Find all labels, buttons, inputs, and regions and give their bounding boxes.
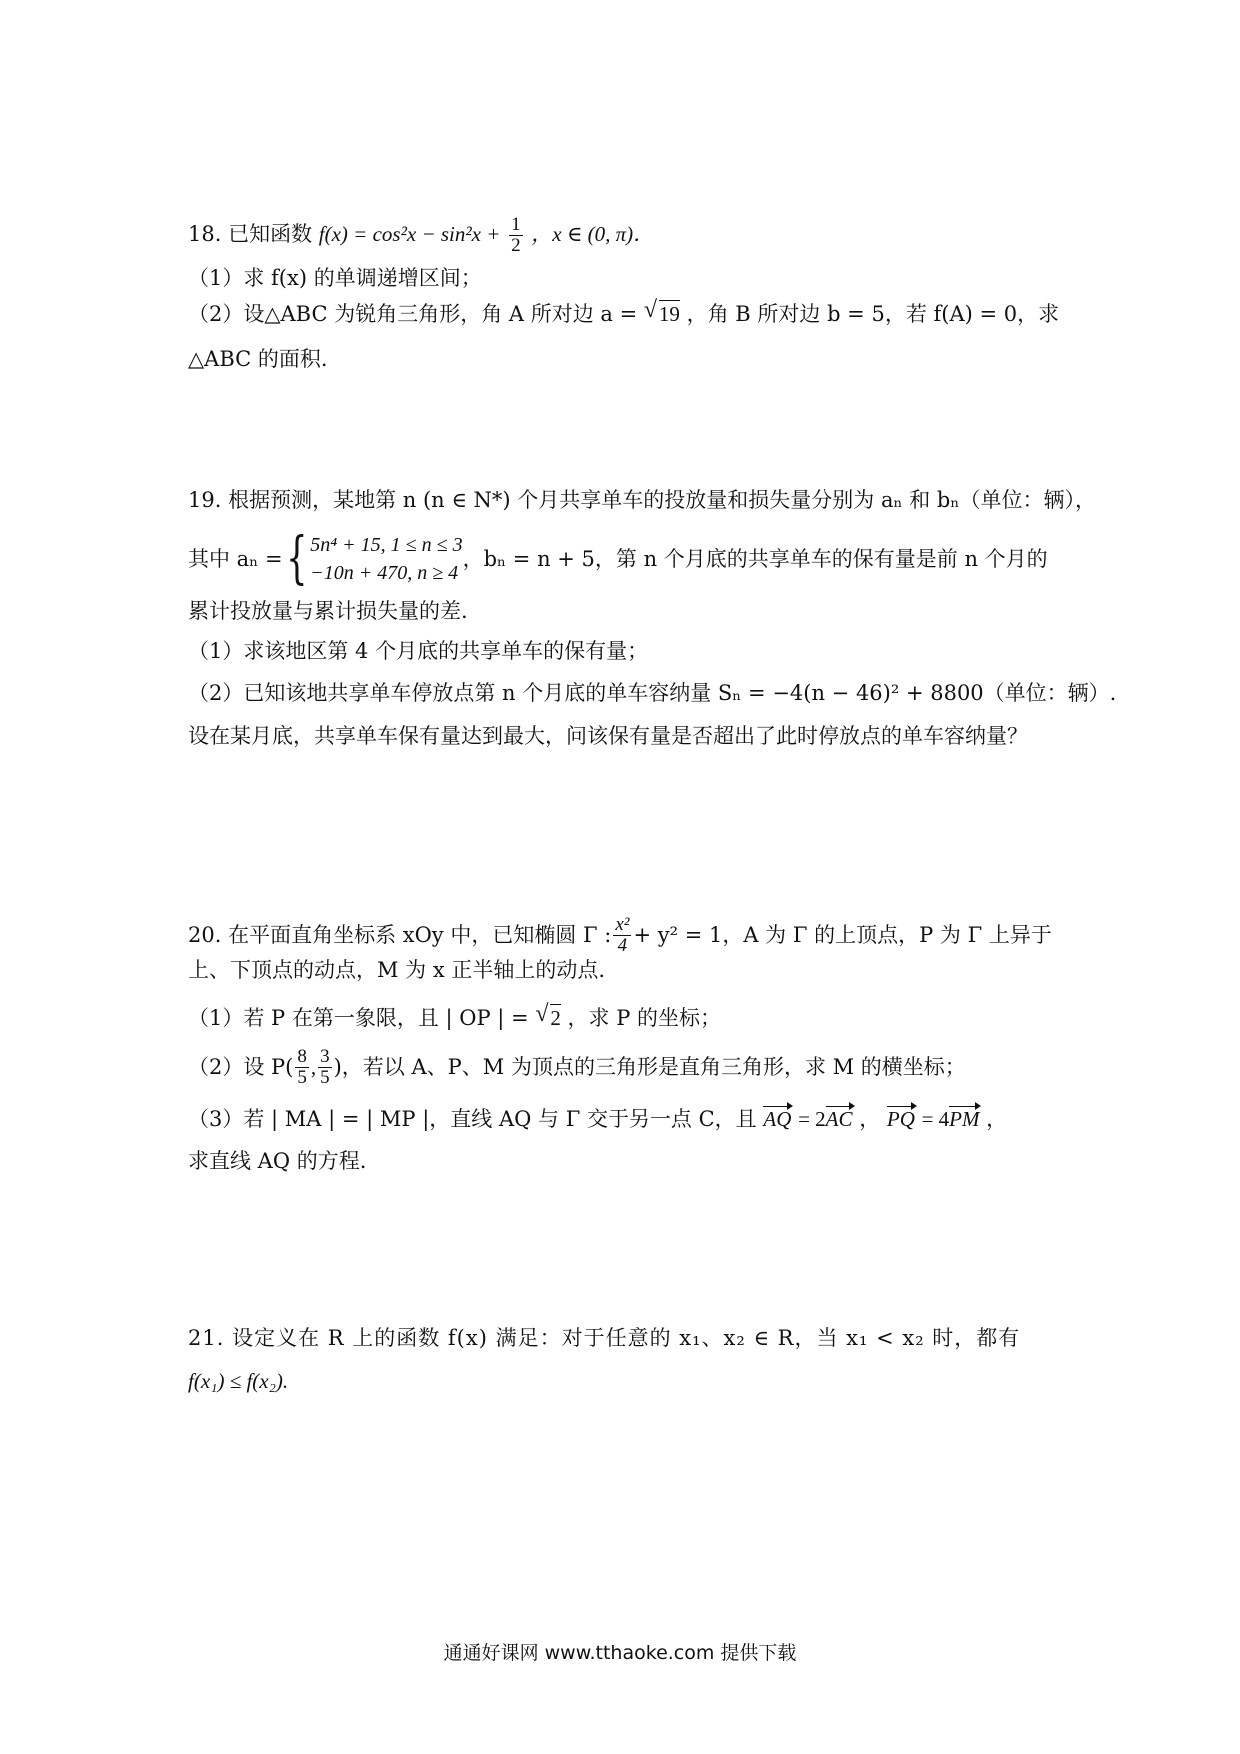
q19-stem-3: 累计投放量与累计损失量的差. [188,599,468,623]
q19-an-label: 其中 aₙ = [188,547,283,571]
q19-stem-2-post: ，bₙ = n + 5，第 n 个月底的共享单车的保有量是前 n 个月的 [462,547,1048,571]
fraction-denominator: 5 [297,1066,307,1088]
q18-part2-text-a: （2）设△ABC 为锐角三角形，角 A 所对边 a = [188,302,638,326]
q18-sqrt-value: 19 [658,302,680,326]
q19-part2: （2）已知该地共享单车停放点第 n 个月底的单车容纳量 Sₙ = −4(n − 46)² + 8800（单位：辆）. [188,681,1117,705]
q20-part2-text-a: （2）设 P( [188,1055,294,1079]
q20-eq-4: = 4 [921,1107,950,1131]
page-footer: 通通好课网 www.tthaoke.com 提供下载 [443,1642,797,1664]
q18-stem [188,215,1068,256]
q20-sqrt-value: 2 [550,1006,561,1030]
q19-stem-2 [188,528,1068,590]
q18-domain: ，x ∈ (0, π)． [531,222,655,246]
q18-stem-text: 18. 已知函数 [188,222,313,246]
brace-icon: { [285,526,308,591]
q18-part1: （1）求 f(x) 的单调递增区间； [188,266,482,290]
q18-part2 [188,299,1068,329]
q20-stem-text-post: + y² = 1，A 为 Γ 的上顶点，P 为 Γ 上异于 [633,923,1052,947]
q20-py-fraction [318,1047,332,1088]
q18-part2-cont: △ABC 的面积. [188,347,328,371]
q20-part2: （2）设 P( $\frac{8}{5}$ , $\frac{3}{5}$ )，若以 A、P、M 为顶点的三角形是直角三角形，求 M 的横坐标； [188,1045,966,1088]
q20-part3-cont: 求直线 AQ 的方程. [188,1149,367,1173]
q20-part1 [188,1003,1068,1033]
q20-stem-1 [188,910,1068,960]
fraction-denominator: 2 [511,235,521,256]
fraction-numerator: 3 [320,1045,330,1067]
q20-stem-2: 上、下顶点的动点，M 为 x 正半轴上的动点. [188,958,606,982]
vector-pm: PM [949,1107,980,1131]
q21-stem-2: f(x₁) ≤ f(x₂). [188,1369,289,1393]
fraction-numerator: 1 [511,214,521,235]
q20-separator: ， [859,1107,881,1131]
vector-ac: AC [825,1107,853,1131]
q18-sqrt [644,299,680,329]
q18-half-fraction [509,215,523,256]
fraction-denominator: 5 [320,1066,330,1088]
vector-pq: PQ [886,1107,915,1131]
q19-stem-1: 19. 根据预测，某地第 n (n ∈ N*) 个月共享单车的投放量和损失量分别为 aₙ 和 bₙ（单位：辆）， [188,488,1096,512]
q18-part2-text-b: ，角 B 所对边 b = 5，若 f(A) = 0，求 [686,302,1060,326]
fraction-denominator: 4 [617,934,628,956]
q21-stem-1: 21. 设定义在 R 上的函数 f(x) 满足：对于任意的 x₁、x₂ ∈ R，当 x₁ < x₂ 时，都有 [188,1326,1021,1350]
q20-part3 [188,1104,1068,1134]
q20-part3-end: ， [986,1107,1008,1131]
q20-part1-text-b: ，求 P 的坐标； [567,1006,721,1030]
q20-px-fraction [295,1047,309,1088]
q19-case-1: 5n⁴ + 15, 1 ≤ n ≤ 3 [310,534,463,556]
q20-part2-text-b: )，若以 A、P、M 为顶点的三角形是直角三角形，求 M 的横坐标； [333,1055,966,1079]
q19-piecewise [283,526,463,591]
fraction-numerator: 8 [297,1045,307,1067]
q19-case-2: −10n + 470, n ≥ 4 [310,562,459,584]
q20-stem-text: 20. 在平面直角坐标系 xOy 中，已知椭圆 Γ : [188,923,612,947]
q20-part3-text-a: （3）若 | MA | = | MP |，直线 AQ 与 Γ 交于另一点 C，且 [188,1107,757,1131]
q20-part1-text-a: （1）若 P 在第一象限，且 | OP | = [188,1006,529,1030]
q20-sqrt [535,1003,561,1033]
vector-aq: AQ [763,1107,792,1131]
q20-eq-2: = 2 [798,1107,826,1131]
q20-ellipse-fraction [613,915,631,956]
q19-part2-cont: 设在某月底，共享单车保有量达到最大，问该保有量是否超出了此时停放点的单车容纳量？ [188,724,1028,748]
fraction-numerator: x² [615,913,630,935]
q19-part1: （1）求该地区第 4 个月底的共享单车的保有量； [188,639,649,663]
q18-function: f(x) = cos²x − sin²x + [318,222,501,246]
